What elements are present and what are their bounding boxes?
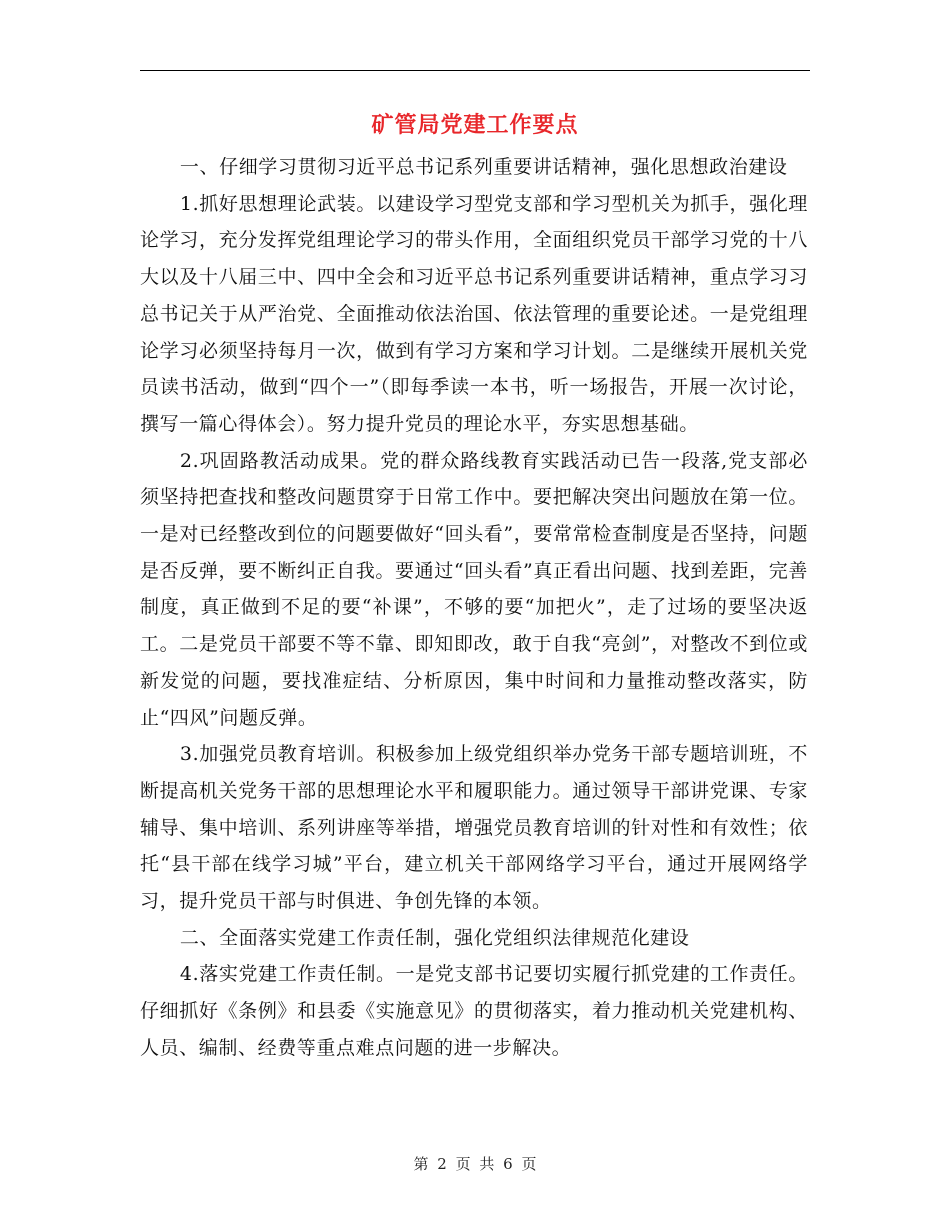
paragraph-4: 4.落实党建工作责任制。一是党支部书记要切实履行抓党建的工作责任。仔细抓好《条例》和县委《实施意见》的贯彻落实，着力推动机关党建机构、人员、编制、经费等重点难点问题的进一步解决。: [140, 963, 808, 1059]
document-title: 矿管局党建工作要点: [371, 112, 579, 138]
paragraph-2: 2.巩固路教活动成果。党的群众路线教育实践活动已告一段落,党支部必须坚持把查找和整改问题贯穿于日常工作中。要把解决突出问题放在第一位。一是对已经整改到位的问题要做好“回头看”，要常常检查制度是否坚持，问题是否反弹，要不断纠正自我。要通过“回头看”真正看出问题、找到差距，完善制度，真正做到不足的要“补课”，不够的要“加把火”，走了过场的要坚决返工。二是党员干部要不等不靠、即知即改，敢于自我“亮剑”，对整改不到位或新发觉的问题，要找准症结、分析原因，集中时间和力量推动整改落实，防止“四风”问题反弹。: [140, 449, 808, 729]
page-number-footer: 第 2 页 共 6 页: [413, 1155, 537, 1173]
paragraph-3: 3.加强党员教育培训。积极参加上级党组织举办党务干部专题培训班，不断提高机关党务干部的思想理论水平和履职能力。通过领导干部讲党课、专家辅导、集中培训、系列讲座等举措，增强党员教育培训的针对性和有效性；依托“县干部在线学习城”平台，建立机关干部网络学习平台，通过开展网络学习，提升党员干部与时俱进、争创先锋的本领。: [140, 743, 808, 913]
section-heading-2: 二、全面落实党建工作责任制，强化党组织法律规范化建设: [179, 926, 690, 949]
document-body: [140, 149, 808, 1067]
section-heading-1: 一、仔细学习贯彻习近平总书记系列重要讲话精神，强化思想政治建设: [179, 156, 788, 178]
paragraph-1: 1.抓好思想理论武装。以建设学习型党支部和学习型机关为抓手，强化理论学习，充分发挥党组理论学习的带头作用，全面组织党员干部学习党的十八大以及十八届三中、四中全会和习近平总书记系列重要讲话精神，重点学习习总书记关于从严治党、全面推动依法治国、依法管理的重要论述。一是党组理论学习必须坚持每月一次，做到有学习方案和学习计划。二是继续开展机关党员读书活动，做到“四个一”（即每季读一本书，听一场报告，开展一次讨论，撰写一篇心得体会）。努力提升党员的理论水平，夯实思想基础。: [140, 192, 808, 435]
header-rule: [140, 70, 810, 71]
